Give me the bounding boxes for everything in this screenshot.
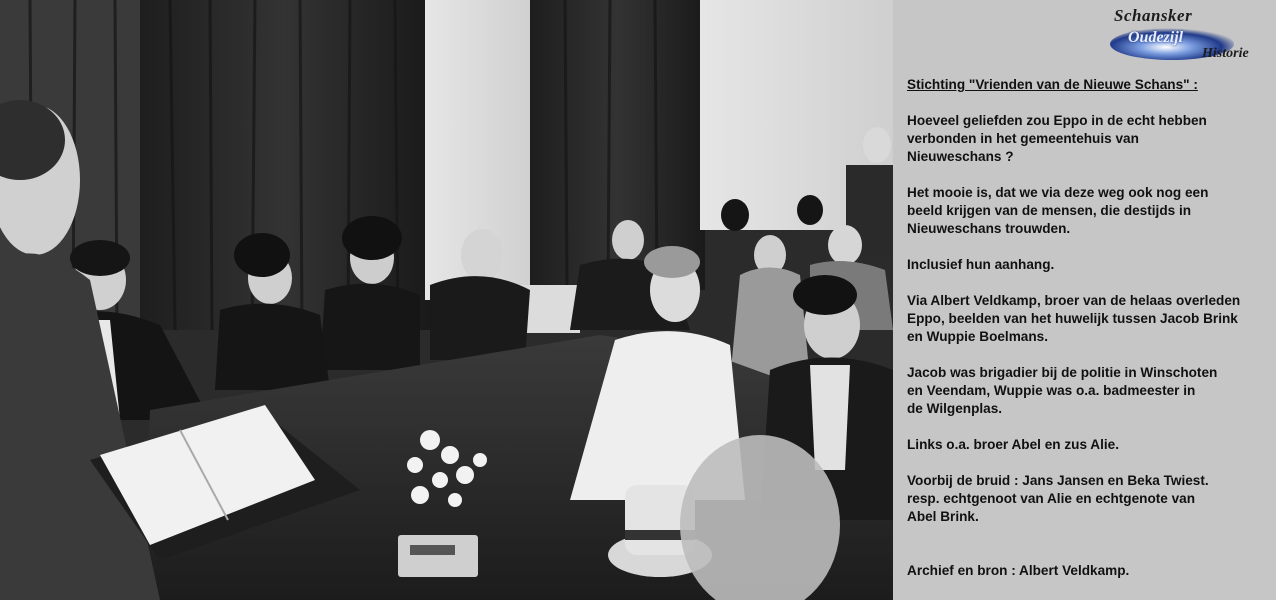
paragraph-2-line-2: beeld krijgen van de mensen, die destijds in [907, 203, 1192, 218]
paragraph-1-line-3: Nieuweschans ? [907, 149, 1014, 164]
paragraph-1-line-1: Hoeveel geliefden zou Eppo in de echt hebben [907, 113, 1207, 128]
logo [1102, 4, 1270, 66]
paragraph-5-line-3: de Wilgenplas. [907, 401, 1003, 416]
logo-line-2: Oudezijl [1128, 29, 1184, 46]
paragraph-7-line-2: resp. echtgenoot van Alie en echtgenote van [907, 491, 1196, 506]
paragraph-5-line-2: en Veendam, Wuppie was o.a. badmeester in [907, 383, 1196, 398]
logo-line-1: Schansker [1114, 6, 1193, 25]
article-text [907, 76, 1273, 580]
logo-line-3: Historie [1202, 46, 1249, 61]
source-credit: Archief en bron : Albert Veldkamp. [907, 563, 1130, 578]
paragraph-1-line-2: verbonden in het gemeentehuis van [907, 131, 1139, 146]
paragraph-3-line-1: Inclusief hun aanhang. [907, 257, 1055, 272]
paragraph-4-line-1: Via Albert Veldkamp, broer van de helaas overleden [907, 293, 1241, 308]
paragraph-7-line-1: Voorbij de bruid : Jans Jansen en Beka Twiest. [907, 473, 1209, 488]
article-title: Stichting "Vrienden van de Nieuwe Schans" : [907, 77, 1198, 92]
paragraph-6-line-1: Links o.a. broer Abel en zus Alie. [907, 437, 1120, 452]
paragraph-5-line-1: Jacob was brigadier bij de politie in Winschoten [907, 365, 1218, 380]
paragraph-4-line-2: Eppo, beelden van het huwelijk tussen Jacob Brink [907, 311, 1238, 326]
info-panel [893, 0, 1276, 600]
paragraph-2-line-3: Nieuweschans trouwden. [907, 221, 1071, 236]
paragraph-7-line-3: Abel Brink. [907, 509, 979, 524]
paragraph-4-line-3: en Wuppie Boelmans. [907, 329, 1048, 344]
paragraph-2-line-1: Het mooie is, dat we via deze weg ook nog een [907, 185, 1209, 200]
